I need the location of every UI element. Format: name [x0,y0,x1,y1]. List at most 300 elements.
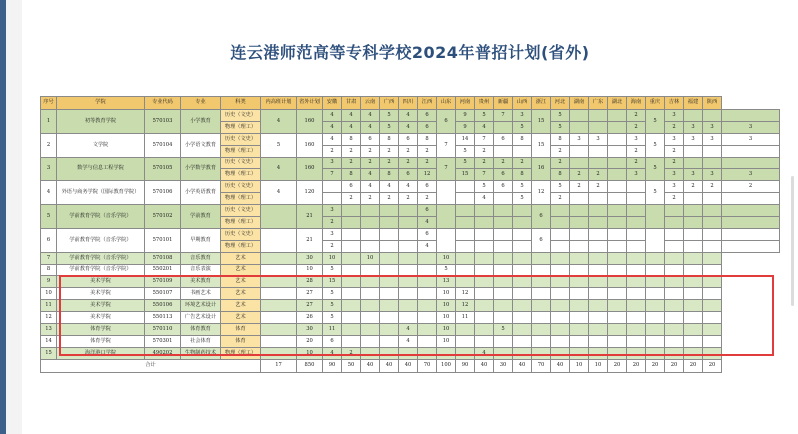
province-quota: 2 [475,145,494,157]
province-quota: 4 [475,347,494,359]
province-quota [456,324,475,336]
province-quota [684,228,703,240]
province-quota: 2 [399,193,418,205]
province-quota [513,324,532,336]
province-quota [380,217,399,229]
province-quota [608,205,627,217]
province-quota [703,252,722,264]
province-quota: 3 [684,133,703,145]
province-quota: 15 [323,276,342,288]
province-quota: 2 [627,157,646,169]
province-quota [608,276,627,288]
province-quota [456,335,475,347]
college-name: 美术学院 [57,312,145,324]
province-quota [722,205,780,217]
province-quota: 6 [532,228,551,252]
table-row [41,205,780,217]
province-quota [532,312,551,324]
province-quota [589,324,608,336]
province-quota [418,252,437,264]
province-quota [570,205,589,217]
province-quota: 50 [342,359,361,372]
province-quota: 7 [494,110,513,122]
province-quota [494,288,513,300]
row-number: 9 [41,276,57,288]
province-quota [665,312,684,324]
province-quota [399,252,418,264]
province-quota: 13 [437,276,456,288]
province-quota: 3 [589,133,608,145]
province-quota [475,324,494,336]
column-header: 福建 [684,97,703,110]
province-quota [513,240,532,252]
province-quota [703,347,722,359]
province-quota [570,193,589,205]
province-quota: 2 [627,145,646,157]
major-code: 570103 [145,110,181,134]
province-quota: 8 [513,133,532,145]
province-quota: 10 [437,312,456,324]
province-quota [627,276,646,288]
row-number: 11 [41,300,57,312]
province-quota [589,300,608,312]
row-number: 3 [41,157,57,181]
province-quota: 4 [361,110,380,122]
province-quota [380,228,399,240]
college-name: 美术学院 [57,276,145,288]
province-quota [665,217,684,229]
province-quota [361,324,380,336]
province-quota: 4 [399,110,418,122]
province-quota: 100 [437,359,456,372]
province-quota: 4 [361,169,380,181]
column-header: 湖南 [570,97,589,110]
province-quota [494,335,513,347]
major-name: 环境艺术设计 [181,300,221,312]
province-quota [475,300,494,312]
province-quota [608,145,627,157]
province-quota [665,347,684,359]
subject-category: 艺术 [221,300,261,312]
province-quota [437,205,456,229]
column-header: 省外计划 [297,97,323,110]
province-quota [551,288,570,300]
province-quota [437,181,456,205]
province-quota [513,300,532,312]
province-quota [608,133,627,145]
college-name: 体育学院 [57,324,145,336]
province-quota [589,335,608,347]
province-quota [532,300,551,312]
province-quota [684,300,703,312]
province-quota: 3 [323,157,342,169]
province-quota [570,335,589,347]
subject-category: 历史（文史） [221,133,261,145]
page-title: 连云港师范高等专科学校2024年普招计划(省外) [230,43,590,62]
province-quota [570,288,589,300]
major-name: 社会体育 [181,335,221,347]
province-quota [361,300,380,312]
scrollbar[interactable] [791,176,794,306]
province-quota: 4 [475,121,494,133]
college-name: 学前教育学院（音乐学院） [57,205,145,229]
province-quota: 40 [551,359,570,372]
out-of-province-total: 850 [297,359,323,372]
province-quota [589,347,608,359]
column-header: 序号 [41,97,57,110]
table-row [41,133,780,145]
neigao-quota [261,335,297,347]
neigao-quota [261,312,297,324]
column-header: 河南 [456,97,475,110]
province-quota [722,217,780,229]
province-quota: 11 [456,312,475,324]
major-name: 小学英语教育 [181,181,221,205]
province-quota [627,217,646,229]
province-quota [380,300,399,312]
column-header: 海南 [627,97,646,110]
province-quota [532,252,551,264]
province-quota [665,276,684,288]
province-quota: 3 [665,181,684,193]
column-header: 陕西 [703,97,722,110]
province-quota [418,300,437,312]
neigao-quota [261,228,297,252]
province-quota: 6 [494,181,513,193]
province-quota: 40 [475,359,494,372]
province-quota: 4 [342,110,361,122]
province-quota: 2 [418,157,437,169]
province-quota [551,276,570,288]
province-quota [570,240,589,252]
province-quota [342,324,361,336]
province-quota [532,288,551,300]
province-quota [665,252,684,264]
province-quota: 2 [627,110,646,122]
out-of-province-total: 160 [297,157,323,181]
header-row [41,97,780,110]
province-quota [551,252,570,264]
province-quota [456,193,475,205]
province-quota: 6 [418,228,437,240]
province-quota: 6 [399,169,418,181]
province-quota [722,110,780,122]
major-code: 550201 [145,264,181,276]
province-quota: 6 [418,181,437,193]
province-quota: 7 [475,133,494,145]
province-quota [665,264,684,276]
province-quota [570,145,589,157]
out-of-province-total: 10 [297,347,323,359]
province-quota: 3 [703,121,722,133]
subject-category: 物理（理工） [221,145,261,157]
province-quota [589,193,608,205]
province-quota [456,228,475,240]
out-of-province-total: 30 [297,252,323,264]
major-name: 音乐教育 [181,252,221,264]
province-quota: 10 [323,252,342,264]
province-quota [418,324,437,336]
province-quota: 2 [361,145,380,157]
province-quota: 10 [570,359,589,372]
province-quota: 8 [342,133,361,145]
province-quota: 5 [646,181,665,205]
province-quota [570,276,589,288]
province-quota: 2 [475,157,494,169]
province-quota: 7 [323,169,342,181]
province-quota [494,300,513,312]
province-quota: 12 [418,169,437,181]
province-quota [627,240,646,252]
province-quota: 5 [551,110,570,122]
province-quota [627,324,646,336]
province-quota [399,264,418,276]
column-header: 吉林 [665,97,684,110]
province-quota [399,312,418,324]
province-quota [646,324,665,336]
province-quota: 3 [665,110,684,122]
province-quota: 40 [361,359,380,372]
province-quota [380,288,399,300]
province-quota [703,335,722,347]
province-quota [684,276,703,288]
province-quota: 6 [494,133,513,145]
province-quota: 2 [342,193,361,205]
province-quota [494,276,513,288]
column-header: 浙江 [532,97,551,110]
province-quota [551,228,570,240]
out-of-province-total: 21 [297,205,323,229]
province-quota [589,276,608,288]
table-row [41,335,780,347]
province-quota [551,264,570,276]
province-quota [551,324,570,336]
province-quota [684,240,703,252]
province-quota: 8 [551,133,570,145]
province-quota [456,217,475,229]
province-quota [608,252,627,264]
province-quota: 10 [589,359,608,372]
province-quota [608,300,627,312]
subject-category: 艺术 [221,252,261,264]
province-quota: 8 [380,133,399,145]
province-quota [513,347,532,359]
province-quota [513,205,532,217]
province-quota [684,157,703,169]
province-quota: 2 [380,157,399,169]
major-name: 音乐表演 [181,264,221,276]
province-quota [589,110,608,122]
out-of-province-total: 21 [297,228,323,252]
major-code: 570104 [145,133,181,157]
major-name: 小学语文教育 [181,133,221,157]
province-quota: 2 [361,157,380,169]
province-quota [627,312,646,324]
province-quota: 4 [475,193,494,205]
province-quota [399,240,418,252]
province-quota [361,217,380,229]
total-label: 合计 [41,359,261,372]
subject-category: 历史（文史） [221,228,261,240]
table-row [41,288,780,300]
province-quota: 2 [380,145,399,157]
province-quota: 6 [323,335,342,347]
province-quota [342,240,361,252]
neigao-quota [261,205,297,229]
out-of-province-total: 30 [297,324,323,336]
province-quota: 5 [380,121,399,133]
province-quota [456,264,475,276]
province-quota [703,324,722,336]
province-quota: 3 [684,169,703,181]
province-quota: 9 [456,110,475,122]
neigao-quota: 17 [261,359,297,372]
province-quota [608,217,627,229]
column-header: 河北 [551,97,570,110]
major-name: 早期教育 [181,228,221,252]
province-quota [722,145,780,157]
province-quota [323,193,342,205]
province-quota [361,288,380,300]
major-code: 570105 [145,157,181,181]
out-of-province-total: 160 [297,133,323,157]
province-quota [380,324,399,336]
province-quota [494,240,513,252]
college-name: 美术学院 [57,300,145,312]
province-quota [665,240,684,252]
neigao-quota: 4 [261,181,297,205]
column-header: 云南 [361,97,380,110]
province-quota: 2 [418,145,437,157]
province-quota: 3 [627,133,646,145]
province-quota [342,217,361,229]
province-quota [475,228,494,240]
college-name: 外语与商务学院（国际教育学院） [57,181,145,205]
province-quota: 8 [513,169,532,181]
province-quota [342,276,361,288]
row-number: 12 [41,312,57,324]
province-quota [684,252,703,264]
province-quota [361,228,380,240]
province-quota [646,264,665,276]
province-quota [551,205,570,217]
province-quota: 14 [456,133,475,145]
province-quota [627,252,646,264]
table-row [41,324,780,336]
subject-category: 物理（理工） [221,169,261,181]
province-quota: 2 [551,157,570,169]
province-quota [684,335,703,347]
province-quota [589,157,608,169]
column-header: 学院 [57,97,145,110]
province-quota [589,252,608,264]
province-quota [589,145,608,157]
province-quota: 15 [532,110,551,134]
province-quota [551,300,570,312]
province-quota [342,335,361,347]
table-row [41,264,780,276]
province-quota [475,252,494,264]
province-quota [513,335,532,347]
province-quota: 20 [665,359,684,372]
row-number: 6 [41,228,57,252]
out-of-province-total: 10 [297,264,323,276]
province-quota: 2 [494,157,513,169]
province-quota: 11 [323,324,342,336]
subject-category: 历史（文史） [221,157,261,169]
province-quota: 7 [437,157,456,181]
province-quota [475,205,494,217]
out-of-province-total: 27 [297,288,323,300]
province-quota [703,312,722,324]
province-quota [551,335,570,347]
province-quota [361,312,380,324]
province-quota [570,264,589,276]
province-quota: 5 [646,133,665,157]
column-header: 新疆 [494,97,513,110]
major-name: 小学数学教育 [181,157,221,181]
province-quota [608,121,627,133]
out-of-province-total: 160 [297,110,323,134]
province-quota [513,276,532,288]
column-header: 山东 [437,97,456,110]
neigao-quota: 4 [261,157,297,181]
province-quota [361,276,380,288]
province-quota [418,264,437,276]
province-quota [494,121,513,133]
column-header: 内高班计划 [261,97,297,110]
row-number: 2 [41,133,57,157]
province-quota [608,288,627,300]
province-quota: 16 [532,157,551,181]
province-quota [494,228,513,240]
province-quota [399,228,418,240]
row-number: 14 [41,335,57,347]
column-header: 广西 [380,97,399,110]
province-quota [399,205,418,217]
province-quota [589,288,608,300]
table-row [41,347,780,359]
province-quota [380,347,399,359]
subject-category: 历史（文史） [221,181,261,193]
province-quota: 2 [589,181,608,193]
province-quota: 2 [665,121,684,133]
province-quota [646,205,665,229]
province-quota [513,252,532,264]
major-name: 广告艺术设计 [181,312,221,324]
table-row [41,252,780,264]
province-quota [532,264,551,276]
province-quota: 3 [665,169,684,181]
province-quota: 12 [532,181,551,205]
province-quota [399,217,418,229]
major-code: 550113 [145,312,181,324]
major-code: 570102 [145,205,181,229]
province-quota [627,347,646,359]
college-name: 学前教育学院（音乐学院） [57,228,145,252]
province-quota [589,217,608,229]
table-row [41,181,780,193]
province-quota: 5 [323,312,342,324]
province-quota: 6 [532,205,551,229]
province-quota [456,276,475,288]
province-quota: 4 [323,121,342,133]
province-quota: 10 [437,300,456,312]
neigao-quota [261,347,297,359]
province-quota [684,312,703,324]
province-quota [342,252,361,264]
province-quota: 2 [703,181,722,193]
